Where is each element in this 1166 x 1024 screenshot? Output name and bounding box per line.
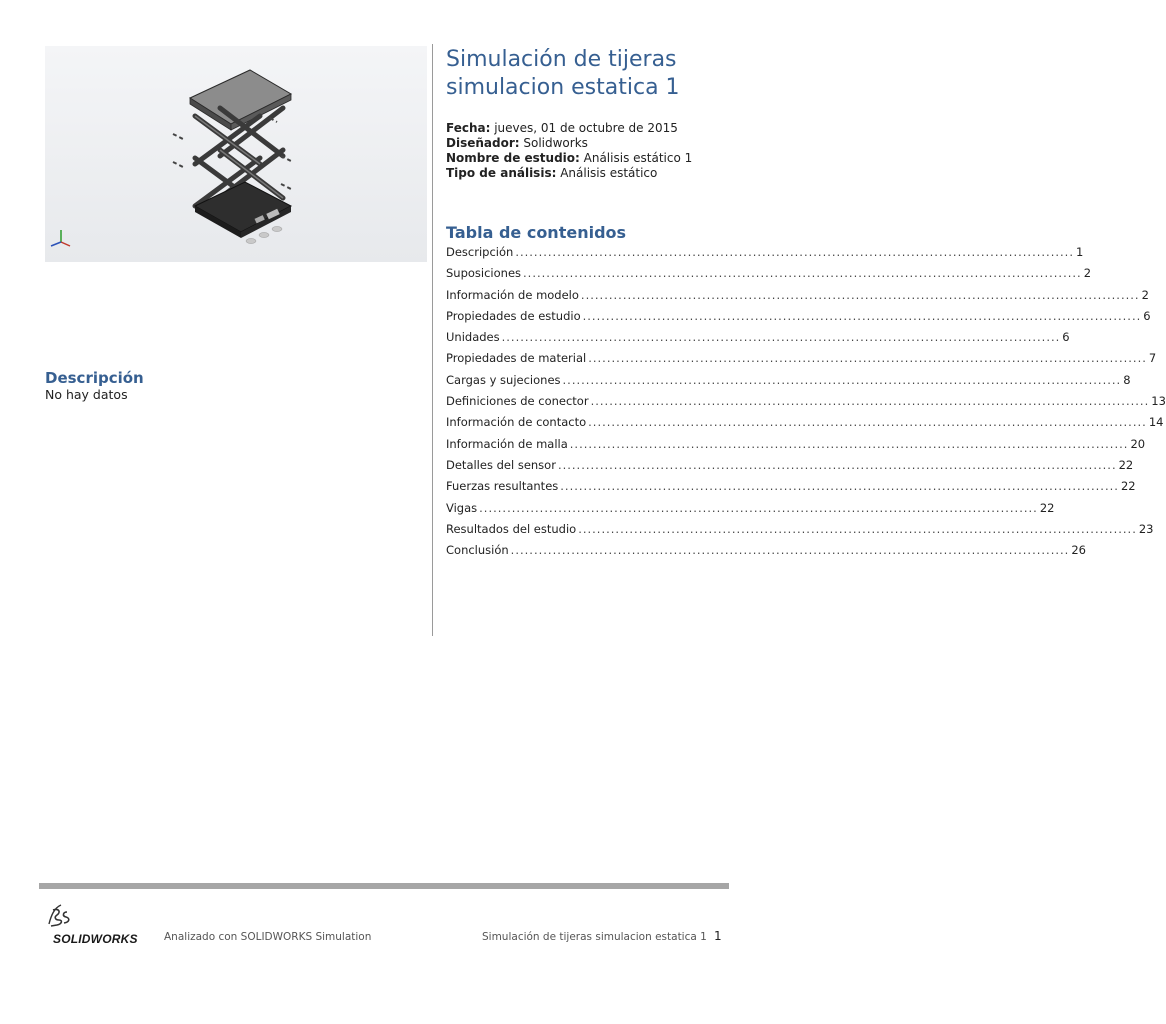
toc-entry-page: 26 (1071, 543, 1086, 558)
toc-entry-label: Fuerzas resultantes (446, 479, 559, 494)
toc-leader-dots: ........................................................................................................................ (560, 479, 1119, 494)
toc-leader-dots: ........................................................................................................................ (582, 308, 1142, 323)
toc-entry-label: Vigas (446, 500, 478, 515)
description-heading: Descripción (45, 369, 144, 387)
toc-entry-label: Propiedades de material (446, 351, 587, 366)
toc-leader-dots: ........................................................................................................................ (501, 330, 1061, 345)
xyz-triad-icon (51, 230, 70, 246)
meta-study-name: Nombre de estudio: Análisis estático 1 (446, 151, 693, 165)
toc-entry-label: Conclusión (446, 543, 509, 558)
toc-entry[interactable] (446, 328, 1070, 349)
toc-entry-label: Definiciones de conector (446, 394, 589, 409)
toc-entry-page: 22 (1118, 457, 1134, 472)
toc-entry-page: 22 (1039, 500, 1055, 515)
toc-entry-page: 6 (1143, 308, 1151, 323)
toc-entry-page: 2 (1141, 287, 1149, 302)
toc-entry-page: 8 (1123, 372, 1131, 387)
column-divider (432, 44, 433, 636)
toc-entry-label: Información de contacto (446, 415, 587, 430)
ds-logo-icon (45, 902, 75, 930)
toc-entry[interactable] (446, 243, 1084, 264)
meta-analysis-type: Tipo de análisis: Análisis estático (446, 166, 658, 180)
toc-entry-label: Información de malla (446, 436, 568, 451)
toc-leader-dots: ........................................................................................................................ (569, 436, 1129, 451)
toc-entry-label: Propiedades de estudio (446, 308, 581, 323)
toc-leader-dots: ........................................................................................................................ (590, 394, 1150, 409)
toc-entry-page: 1 (1075, 245, 1084, 259)
toc-leader-dots: ........................................................................................................................ (588, 415, 1147, 430)
title-line-1: Simulación de tijeras (446, 47, 677, 72)
toc-entry[interactable] (446, 541, 1086, 562)
toc-entry[interactable] (446, 499, 1055, 520)
meta-designer: Diseñador: Solidworks (446, 136, 588, 150)
toc-entry-label: Cargas y sujeciones (446, 372, 561, 387)
toc-entry-page: 2 (1083, 266, 1092, 281)
toc-entry-label: Información de modelo (446, 287, 579, 302)
page-number: 1 (714, 929, 722, 943)
toc-leader-dots: ........................................................................................................................ (562, 372, 1122, 387)
toc-entry-label: Resultados del estudio (446, 521, 577, 536)
toc-leader-dots: ........................................................................................................................ (580, 287, 1140, 302)
toc-entry[interactable] (446, 392, 1166, 413)
table-of-contents (446, 243, 1166, 562)
meta-date: Fecha: jueves, 01 de octubre de 2015 (446, 121, 678, 135)
toc-entry-page: 14 (1148, 415, 1164, 430)
toc-entry[interactable] (446, 371, 1131, 392)
toc-heading: Tabla de contenidos (446, 223, 627, 242)
toc-entry[interactable] (446, 520, 1154, 541)
toc-entry[interactable] (446, 349, 1157, 370)
footer-rule (39, 883, 729, 889)
brand-name: SOLIDWORKS (53, 932, 138, 946)
footer-document-title: Simulación de tijeras simulacion estatica 1 (482, 931, 707, 943)
toc-entry-page: 22 (1120, 479, 1136, 494)
toc-leader-dots: ........................................................................................................................ (578, 521, 1137, 536)
study-metadata (446, 121, 692, 181)
toc-entry[interactable] (446, 286, 1149, 307)
document-title (446, 46, 746, 102)
toc-entry-page: 20 (1130, 436, 1146, 451)
toc-entry-page: 13 (1151, 394, 1166, 409)
toc-leader-dots: ........................................................................................................................ (479, 500, 1038, 515)
footer-analyzed-with: Analizado con SOLIDWORKS Simulation (164, 931, 372, 943)
toc-entry[interactable] (446, 413, 1164, 434)
toc-entry-label: Unidades (446, 330, 500, 345)
toc-leader-dots: ........................................................................................................................ (510, 543, 1070, 558)
toc-leader-dots: ........................................................................................................................ (515, 245, 1074, 259)
description-text: No hay datos (45, 387, 128, 402)
toc-entry[interactable] (446, 307, 1151, 328)
toc-entry[interactable] (446, 456, 1134, 477)
toc-entry-label: Suposiciones (446, 266, 522, 281)
scissor-lift-model (45, 46, 427, 262)
toc-leader-dots: ........................................................................................................................ (523, 266, 1082, 281)
toc-leader-dots: ........................................................................................................................ (557, 457, 1117, 472)
toc-entry-label: Descripción (446, 245, 514, 259)
toc-entry[interactable] (446, 264, 1092, 285)
toc-entry-label: Detalles del sensor (446, 457, 556, 472)
solidworks-logo (45, 902, 155, 948)
toc-entry-page: 23 (1138, 521, 1154, 536)
model-render-image (45, 46, 427, 262)
toc-entry-page: 6 (1062, 330, 1070, 345)
toc-leader-dots: ........................................................................................................................ (588, 351, 1147, 366)
toc-entry-page: 7 (1148, 351, 1157, 366)
title-line-2: simulacion estatica 1 (446, 75, 680, 100)
toc-entry[interactable] (446, 435, 1146, 456)
toc-entry[interactable] (446, 477, 1136, 498)
